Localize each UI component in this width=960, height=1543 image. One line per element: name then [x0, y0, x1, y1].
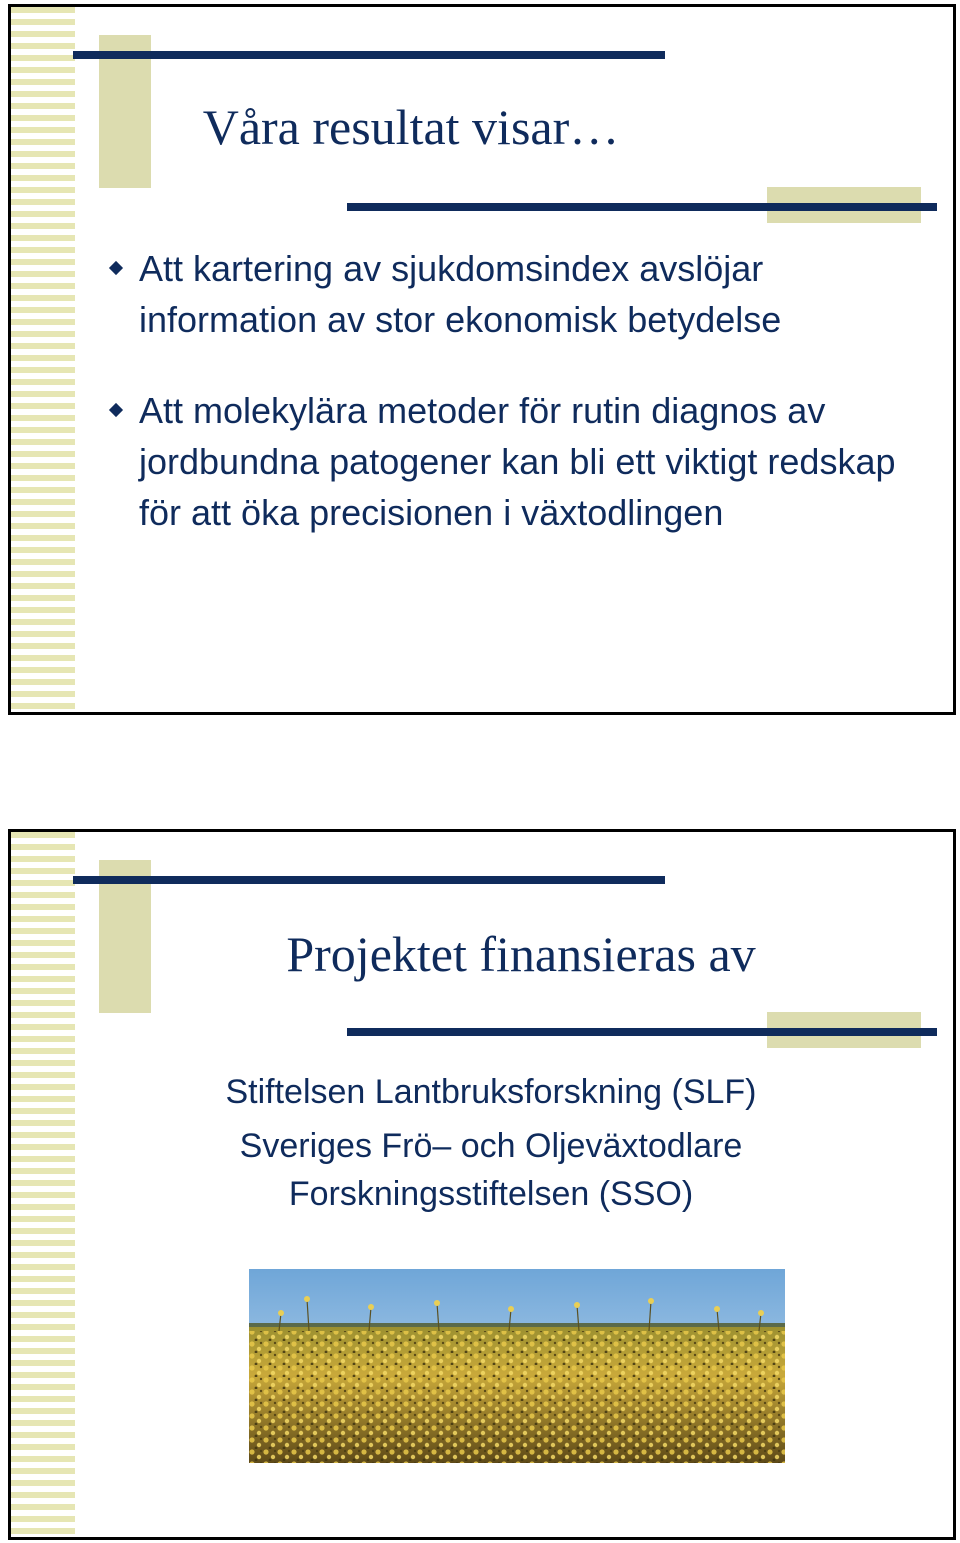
- bullet-text: Att molekylära metoder för rutin diagnos av jordbundna patogener kan bli ett viktigt redskap för att öka precisionen i växtodlingen: [139, 390, 896, 533]
- bullet-item: [109, 243, 929, 345]
- funder-sfo: Sveriges Frö– och Oljeväxtodlare: [239, 1127, 743, 1165]
- slide-1: [8, 4, 956, 715]
- diamond-bullet-icon: [109, 403, 123, 417]
- diamond-bullet-icon: [109, 261, 123, 275]
- slide-2: [8, 829, 956, 1540]
- funder-slf: Stiftelsen Lantbruksforskning (SLF): [225, 1073, 757, 1111]
- rapeseed-field-photo: [249, 1269, 785, 1463]
- decorative-bottom-line: [347, 203, 937, 211]
- slide-title: Projektet finansieras av: [286, 926, 756, 982]
- decorative-stripe: [11, 7, 75, 712]
- bullet-item: [109, 385, 929, 538]
- decorative-bottom-line: [347, 1028, 937, 1036]
- decorative-top-line: [73, 51, 665, 59]
- bullet-list: [109, 243, 929, 578]
- bullet-text: Att kartering av sjukdomsindex avslöjar information av stor ekonomisk betydelse: [139, 248, 782, 340]
- decorative-stripe: [11, 832, 75, 1537]
- slide-title: Våra resultat visar…: [202, 99, 620, 155]
- decorative-top-line: [73, 876, 665, 884]
- funder-list: [161, 1068, 821, 1218]
- funder-sso: Forskningsstiftelsen (SSO): [288, 1175, 694, 1213]
